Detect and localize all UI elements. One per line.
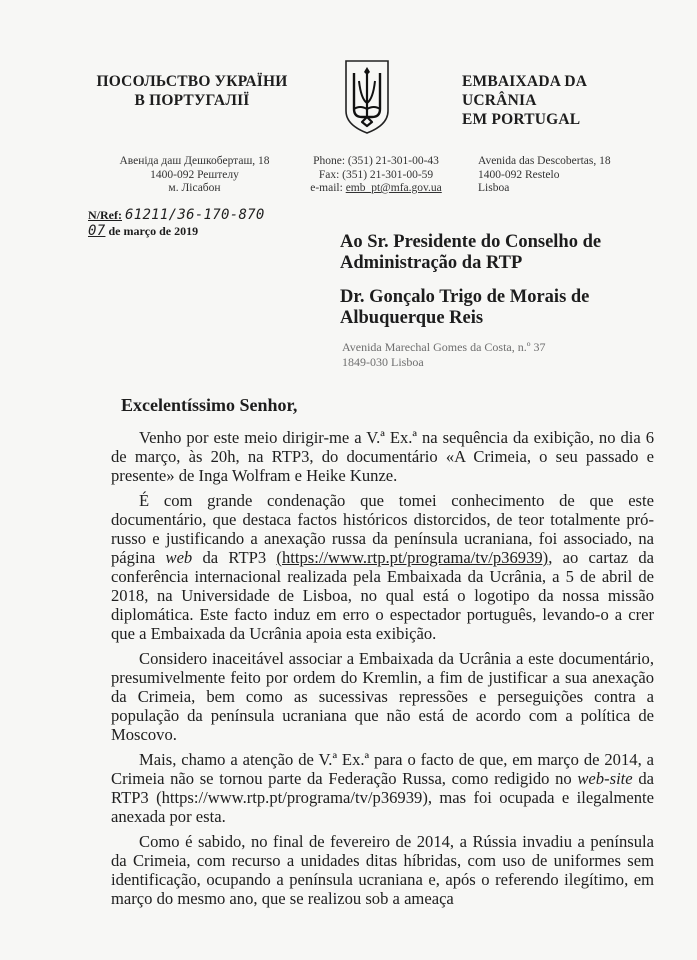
- paragraph-3: Considero inaceitável associar a Embaixada da Ucrânia a este documentário, presumivelmente feito por ordem do Kremlin, a fim de justificar a sua anexação da Crimeia, bem como as sucessivas repressões e perseguições contra a população da península ucraniana que não está de acordo com a política de Moscovo.: [111, 649, 654, 744]
- paragraph-2-part-a: É com grande condenação que tomei conhecimento de que este documentário, que destaca factos históricos distorcidos, de teor totalmente pró-russo e justificando a anexação russa da península ucraniana, foi associado, na página: [111, 491, 654, 567]
- rtp-link[interactable]: (https://www.rtp.pt/programa/tv/p36939): [276, 548, 549, 567]
- paragraph-5: Como é sabido, no final de fevereiro de 2014, a Rússia invadiu a península da Crimeia, com recurso a unidades ditas híbridas, com uso de uniformes sem identificação, ocupando a península ucraniana e, após o referendo ilegítimo, em março do mesmo ano, que se realizou sob a ameaça: [111, 832, 654, 908]
- phone-number: Phone: (351) 21-301-00-43: [313, 155, 439, 167]
- address-ukrainian: [112, 155, 277, 196]
- paragraph-2: [111, 491, 654, 643]
- address-portuguese-line1: Avenida das Descobertas, 18: [478, 155, 611, 167]
- reference-label: N/Ref:: [88, 208, 122, 222]
- header-portuguese: [462, 72, 662, 129]
- letter-body: [111, 428, 654, 914]
- recipient-address-line1: Avenida Marechal Gomes da Costa, n.º 37: [342, 340, 546, 354]
- address-ukrainian-line2: 1400-092 Рештелу: [150, 168, 239, 181]
- reference-block: [88, 207, 265, 239]
- address-ukrainian-line1: Авеніда даш Дешкоберташ, 18: [119, 155, 270, 167]
- recipient-title: Ao Sr. Presidente do Conselho de Administração da RTP: [340, 232, 602, 273]
- recipient-name: Dr. Gonçalo Trigo de Morais de Albuquerque Reis: [340, 287, 590, 328]
- header-ukrainian-line2: В ПОРТУГАЛІЇ: [134, 92, 250, 109]
- date-day: 07: [88, 223, 106, 239]
- header-portuguese-line2: EM PORTUGAL: [462, 111, 581, 128]
- fax-number: Fax: (351) 21-301-00-59: [318, 168, 434, 181]
- date-line: [88, 223, 265, 239]
- recipient-address-line2: 1849-030 Lisboa: [342, 355, 424, 369]
- address-portuguese: [478, 155, 638, 196]
- paragraph-2-part-b: da RTP3: [202, 548, 267, 567]
- reference-number: 61211/36-170-870: [124, 207, 265, 223]
- paragraph-4: [111, 750, 654, 826]
- paragraph-4-web-site: web-site: [577, 769, 633, 788]
- email-label: e-mail:: [310, 182, 343, 194]
- address-portuguese-line3: Lisboa: [478, 182, 510, 194]
- recipient-address: [342, 340, 642, 370]
- address-ukrainian-line3: м. Лісабон: [168, 182, 221, 194]
- reference-line: [88, 207, 265, 223]
- header-portuguese-line1: EMBAIXADA DA UCRÂNIA: [462, 73, 587, 109]
- paragraph-2-web: web: [165, 548, 193, 567]
- contact-block: [296, 155, 456, 196]
- date-rest: de março de 2019: [108, 224, 199, 238]
- header-ukrainian-line1: ПОСОЛЬСТВО УКРАЇНИ: [96, 73, 288, 90]
- recipient-block: [340, 232, 660, 342]
- paragraph-4-part-a: Mais, chamo a atenção de V.ª Ex.ª para o facto de que, em março de 2014, a Crimeia não se tornou parte da Federação Russa, como redigido no: [111, 750, 654, 788]
- email-line: [296, 182, 456, 196]
- header-ukrainian: [92, 72, 292, 110]
- email-address: emb_pt@mfa.gov.ua: [345, 182, 442, 194]
- paragraph-4-part-b: da RTP3 (https://www.rtp.pt/programa/tv/p36939), mas foi ocupada e ilegalmente anexada por esta.: [111, 769, 655, 826]
- address-portuguese-line2: 1400-092 Restelo: [478, 168, 560, 181]
- paragraph-2-part-c: , ao cartaz da conferência internacional realizada pela Embaixada da Ucrânia, a 5 de abril de 2018, na Universidade de Lisboa, no qual está o logotipo da nossa missão diplomática. Este facto induz em erro o espectador português, levando-o a crer que a Embaixada da Ucrânia apoia esta exibição.: [111, 548, 655, 643]
- greeting: Excelentíssimo Senhor,: [121, 395, 298, 415]
- paragraph-1: Venho por este meio dirigir-me a V.ª Ex.ª na sequência da exibição, no dia 6 de março, às 20h, na RTP3, do documentário «A Crimeia, o seu passado e presente» de Inga Wolfram e Heike Kunze.: [111, 428, 654, 485]
- coat-of-arms-icon: [342, 59, 392, 135]
